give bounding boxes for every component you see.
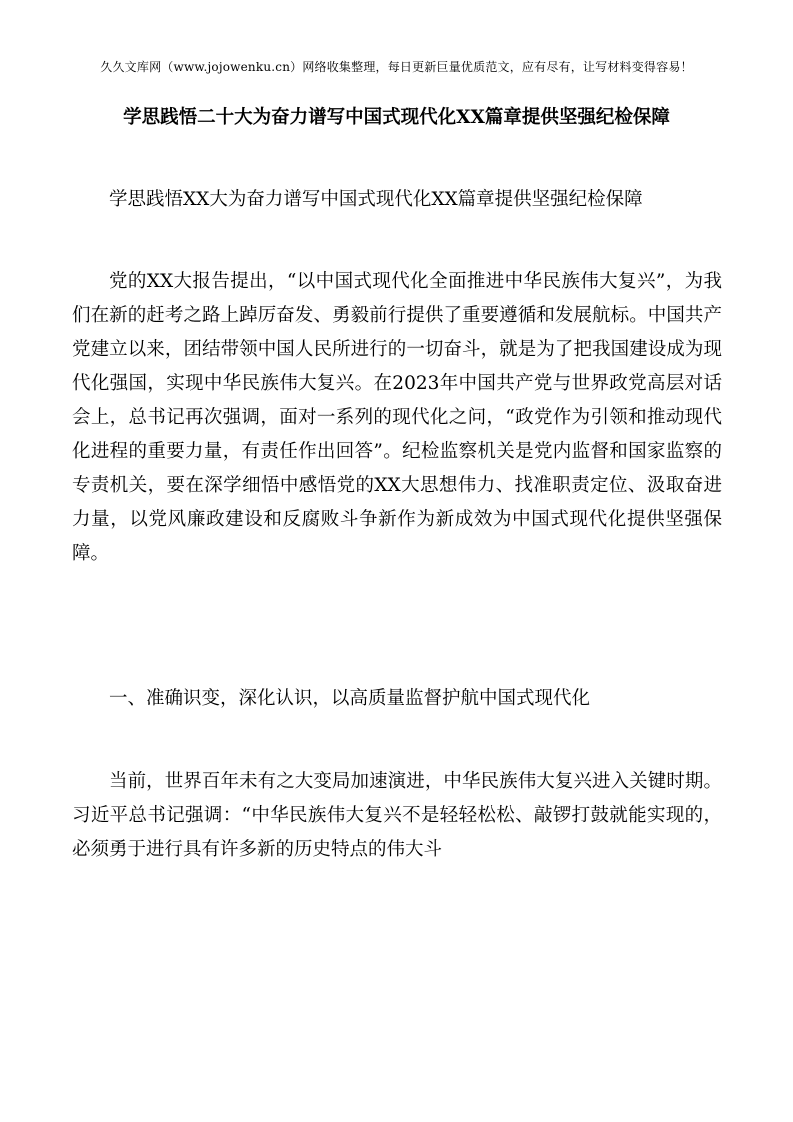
paragraph-1: 党的XX大报告提出，“以中国式现代化全面推进中华民族伟大复兴”，为我们在新的赶考之路上踔厉奋发、勇毅前行提供了重要遵循和发展航标。中国共产党建立以来，团结带领中国人民所进行的一切奋斗，就是为了把我国建设成为现代化强国，实现中华民族伟大复兴。在2023年中国共产党与世界政党高层对话会上，总书记再次强调，面对一系列的现代化之问，“政党作为引领和推动现代化进程的重要力量，有责任作出回答”。纪检监察机关是党内监督和国家监察的专责机关，要在深学细悟中感悟党的XX大思想伟力、找准职责定位、汲取奋进力量，以党风廉政建设和反腐败斗争新作为新成效为中国式现代化提供坚强保障。 — [72, 271, 722, 564]
sub-title: 学思践悟XX大为奋力谱写中国式现代化XX篇章提供坚强纪检保障 — [109, 189, 643, 210]
main-title: 学思践悟二十大为奋力谱写中国式现代化XX篇章提供坚强纪检保障 — [123, 107, 670, 128]
section-heading-1: 一、准确识变，深化认识，以高质量监督护航中国式现代化 — [109, 688, 591, 709]
paragraph-2: 当前，世界百年未有之大变局加速演进，中华民族伟大复兴进入关键时期。习近平总书记强调：“中华民族伟大复兴不是轻轻松松、敲锣打鼓就能实现的，必须勇于进行具有许多新的历史特点的伟大斗 — [72, 771, 722, 860]
header-note: 久久文库网（www.jojowenku.cn）网络收集整理，每日更新巨量优质范文，应有尽有，让写材料变得容易！ — [100, 60, 693, 74]
